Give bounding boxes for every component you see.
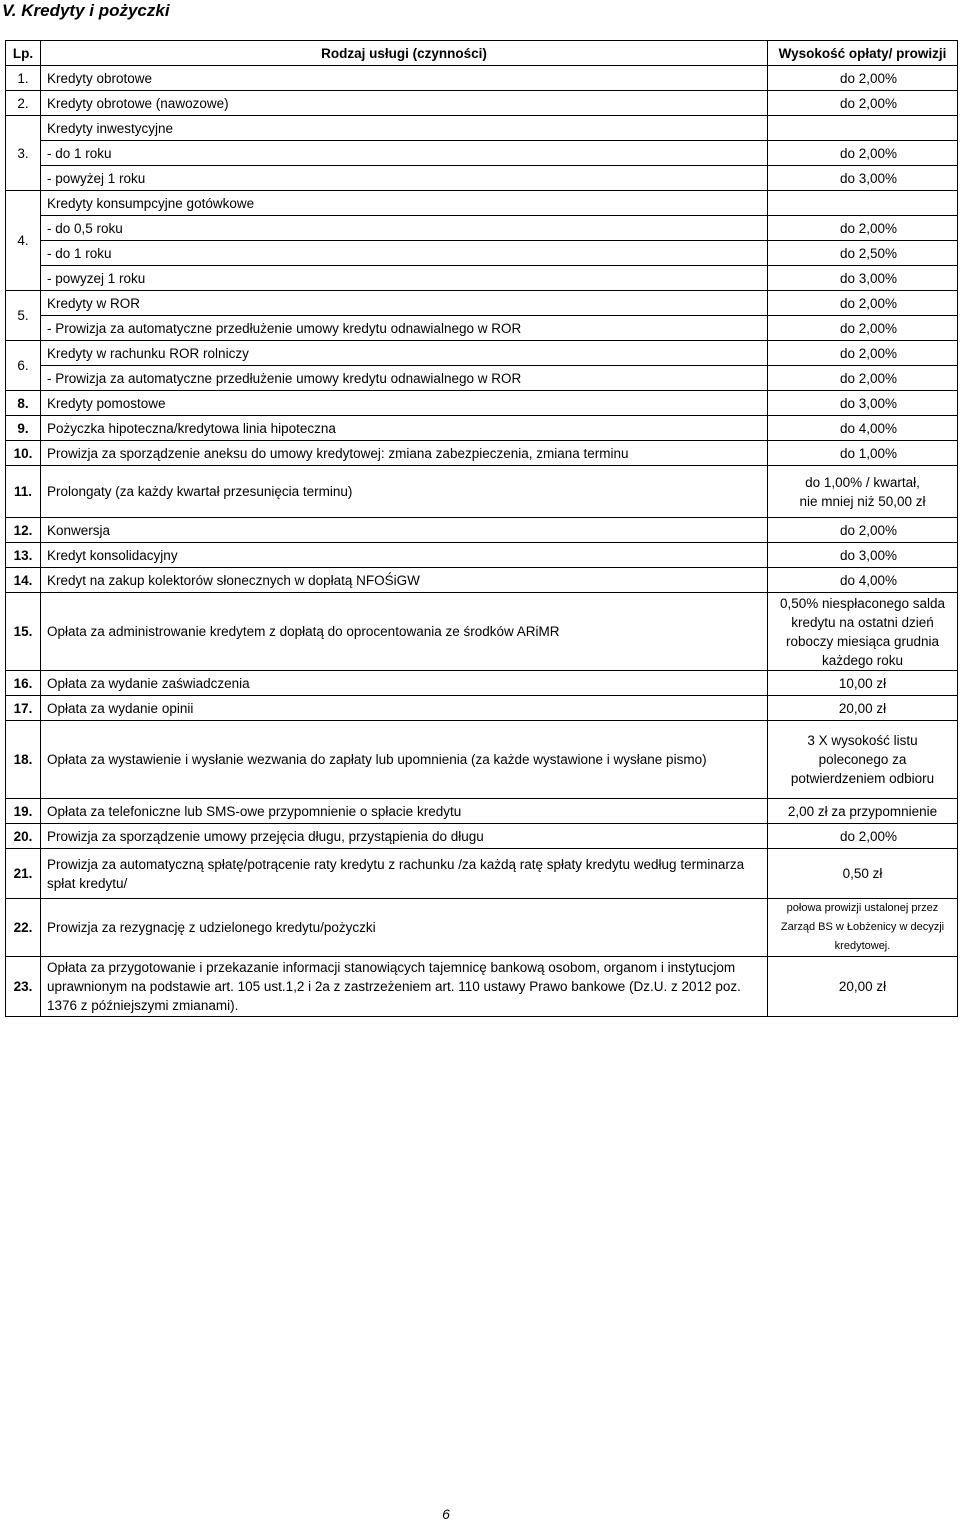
table-row [6, 66, 958, 91]
fee-line: poleconego za [818, 752, 907, 767]
row-lp: 6. [6, 341, 41, 391]
row-fee: do 4,00% [768, 416, 958, 441]
row-fee: do 3,00% [768, 391, 958, 416]
row-service: - do 1 roku [41, 141, 768, 166]
table-row [6, 441, 958, 466]
row-lp: 23. [6, 957, 41, 1017]
row-lp: 20. [6, 824, 41, 849]
table-row [6, 957, 958, 1017]
row-lp: 12. [6, 518, 41, 543]
row-fee-empty [768, 191, 958, 216]
row-service: - do 1 roku [41, 241, 768, 266]
row-service: - do 0,5 roku [41, 216, 768, 241]
row-fee: 2,00 zł za przypomnienie [768, 799, 958, 824]
row-lp: 10. [6, 441, 41, 466]
fee-line: nie mniej niż 50,00 zł [799, 493, 926, 509]
section-heading: V. Kredyty i pożyczki [2, 1, 170, 20]
row-fee: do 2,00% [768, 518, 958, 543]
row-fee: do 2,00% [768, 66, 958, 91]
row-service: Pożyczka hipoteczna/kredytowa linia hipoteczna [41, 416, 768, 441]
fee-line: Zarząd BS w Łobżenicy w decyzji [780, 921, 945, 933]
table-row [6, 799, 958, 824]
table-header-row [6, 41, 958, 66]
row-lp: 4. [6, 191, 41, 291]
table-subrow [6, 216, 958, 241]
row-lp: 8. [6, 391, 41, 416]
page-number: 6 [442, 1506, 450, 1522]
row-fee: do 2,00% [768, 291, 958, 316]
row-fee [768, 466, 958, 518]
table-row [6, 543, 958, 568]
table-row [6, 593, 958, 671]
row-fee: 20,00 zł [768, 696, 958, 721]
table-subrow [6, 316, 958, 341]
table-row [6, 416, 958, 441]
table-row [6, 191, 958, 216]
row-service: Kredyt konsolidacyjny [41, 543, 768, 568]
table-subrow [6, 166, 958, 191]
table-row [6, 721, 958, 799]
service-line: Opłata za przygotowanie i przekazanie informacji stanowiących tajemnicę bankową osobom, organom i instytucjom [47, 960, 736, 975]
table-row [6, 518, 958, 543]
table-row [6, 466, 958, 518]
row-service: - powyzej 1 roku [41, 266, 768, 291]
row-fee: do 1,00% [768, 441, 958, 466]
row-service [41, 957, 768, 1017]
row-service: Kredyt na zakup kolektorów słonecznych w dopłatą NFOŚiGW [41, 568, 768, 593]
row-service: Kredyty obrotowe [41, 66, 768, 91]
row-fee: do 3,00% [768, 166, 958, 191]
row-fee: do 2,00% [768, 824, 958, 849]
row-fee: 20,00 zł [768, 957, 958, 1017]
row-lp: 18. [6, 721, 41, 799]
table-subrow [6, 241, 958, 266]
fee-line: 0,50% niespłaconego salda [779, 595, 946, 611]
row-fee: do 2,50% [768, 241, 958, 266]
row-fee: do 4,00% [768, 568, 958, 593]
row-lp: 16. [6, 671, 41, 696]
fee-line: roboczy miesiąca grudnia [785, 633, 940, 649]
row-fee: do 2,00% [768, 366, 958, 391]
row-service: Prowizja za rezygnację z udzielonego kredytu/pożyczki [41, 899, 768, 957]
row-lp: 22. [6, 899, 41, 957]
row-group-title: Kredyty konsumpcyjne gotówkowe [41, 191, 768, 216]
row-lp: 19. [6, 799, 41, 824]
row-service: Kredyty w rachunku ROR rolniczy [41, 341, 768, 366]
row-lp: 1. [6, 66, 41, 91]
row-group-title: Kredyty inwestycyjne [41, 116, 768, 141]
row-service: Prolongaty (za każdy kwartał przesunięcia terminu) [41, 466, 768, 518]
row-service [41, 849, 768, 899]
fee-line: kredytowej. [834, 940, 891, 952]
row-fee: 10,00 zł [768, 671, 958, 696]
fee-line: potwierdzeniem odbioru [790, 771, 935, 786]
row-lp: 11. [6, 466, 41, 518]
service-line: Prowizja za automatyczną spłatę/potrącenie raty kredytu z rachunku /za każdą ratę spłaty kredytu według terminarza [47, 856, 745, 872]
row-fee [768, 593, 958, 671]
fee-line: do 1,00% / kwartał, [805, 474, 920, 490]
table-subrow [6, 141, 958, 166]
row-lp: 9. [6, 416, 41, 441]
service-line: uprawnionym na podstawie art. 105 ust.1,2 i 2a z zastrzeżeniem art. 110 ustawy Prawo bankowe (Dz.U. z 2012 poz. [47, 979, 741, 994]
row-service: - powyżej 1 roku [41, 166, 768, 191]
header-service: Rodzaj usługi (czynności) [41, 41, 768, 66]
row-fee: do 2,00% [768, 141, 958, 166]
row-lp: 17. [6, 696, 41, 721]
row-service: Opłata za wydanie zaświadczenia [41, 671, 768, 696]
fees-table [5, 40, 958, 1017]
table-row [6, 341, 958, 366]
table-row [6, 91, 958, 116]
row-service: - Prowizja za automatyczne przedłużenie umowy kredytu odnawialnego w ROR [41, 316, 768, 341]
table-row [6, 824, 958, 849]
row-lp: 5. [6, 291, 41, 341]
row-fee [768, 721, 958, 799]
row-service: Kredyty obrotowe (nawozowe) [41, 91, 768, 116]
fee-line: połowa prowizji ustalonej przez [786, 902, 939, 914]
row-fee: do 3,00% [768, 543, 958, 568]
table-row [6, 696, 958, 721]
header-lp: Lp. [6, 41, 41, 66]
row-fee: do 2,00% [768, 91, 958, 116]
table-row [6, 671, 958, 696]
table-row [6, 116, 958, 141]
row-service: Opłata za administrowanie kredytem z dopłatą do oprocentowania ze środków ARiMR [41, 593, 768, 671]
row-service: Opłata za wystawienie i wysłanie wezwania do zapłaty lub upomnienia (za każde wystawione i wysłane pismo) [41, 721, 768, 799]
row-service: Kredyty pomostowe [41, 391, 768, 416]
row-fee: do 2,00% [768, 316, 958, 341]
table-subrow [6, 366, 958, 391]
row-fee: 0,50 zł [768, 849, 958, 899]
table-row [6, 568, 958, 593]
row-lp: 14. [6, 568, 41, 593]
row-fee: do 2,00% [768, 341, 958, 366]
row-service: Prowizja za sporządzenie aneksu do umowy kredytowej: zmiana zabezpieczenia, zmiana terminu [41, 441, 768, 466]
row-service: Opłata za wydanie opinii [41, 696, 768, 721]
fee-line: 3 X wysokość listu [807, 733, 918, 748]
header-fee: Wysokość opłaty/ prowizji [768, 41, 958, 66]
row-service: Opłata za telefoniczne lub SMS-owe przypomnienie o spłacie kredytu [41, 799, 768, 824]
fee-line: każdego roku [821, 652, 904, 668]
table-row [6, 899, 958, 957]
table-row [6, 391, 958, 416]
service-line: spłat kredytu/ [47, 875, 128, 891]
table-subrow [6, 266, 958, 291]
row-fee: do 2,00% [768, 216, 958, 241]
row-fee-empty [768, 116, 958, 141]
row-lp: 15. [6, 593, 41, 671]
fee-line: kredytu na ostatni dzień [791, 614, 934, 630]
row-service: Kredyty w ROR [41, 291, 768, 316]
row-lp: 13. [6, 543, 41, 568]
row-fee [768, 899, 958, 957]
row-service: Konwersja [41, 518, 768, 543]
row-service: Prowizja za sporządzenie umowy przejęcia długu, przystąpienia do długu [41, 824, 768, 849]
table-row [6, 849, 958, 899]
row-fee: do 3,00% [768, 266, 958, 291]
row-lp: 2. [6, 91, 41, 116]
service-line: 1376 z późniejszymi zmianami). [47, 998, 239, 1013]
row-lp: 21. [6, 849, 41, 899]
row-service: - Prowizja za automatyczne przedłużenie umowy kredytu odnawialnego w ROR [41, 366, 768, 391]
row-lp: 3. [6, 116, 41, 191]
table-row [6, 291, 958, 316]
